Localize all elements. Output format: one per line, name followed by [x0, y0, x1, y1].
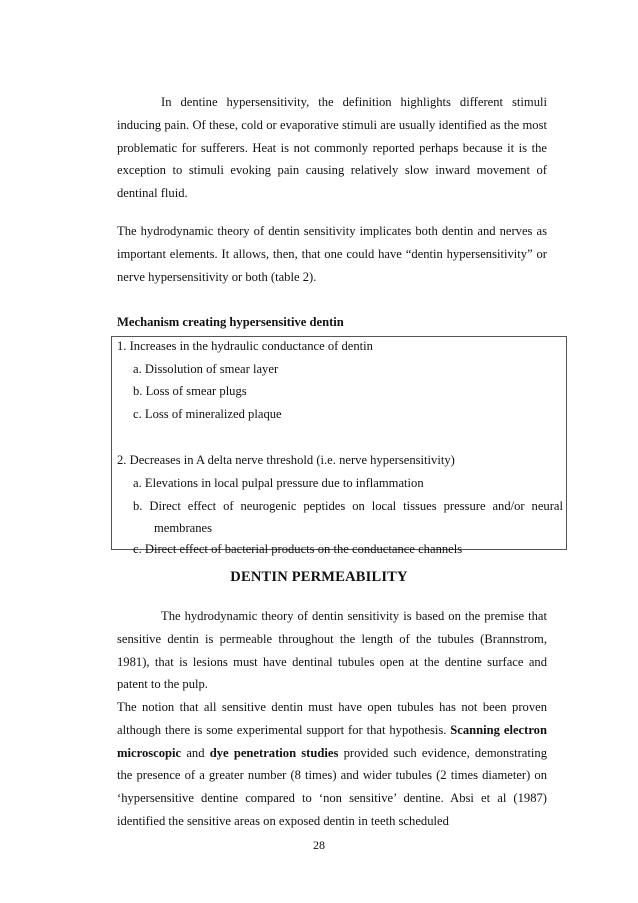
text-part: and [181, 745, 210, 760]
bold-term: Scanning electron microscopic [117, 722, 547, 760]
page-number: 28 [313, 838, 325, 852]
list-item: 1. Increases in the hydraulic conductance of dentin [117, 339, 373, 353]
paragraph-permeability: The hydrodynamic theory of dentin sensitivity is based on the premise that sensitive dentin is permeable throughout the length of the tubules (Brannstrom, 1981), that is lesions must have dentinal tubules open at the dentine surface and patent to the pulp. [117, 609, 547, 692]
paragraph-stimuli: In dentine hypersensitivity, the definition highlights different stimuli inducing pain. Of these, cold or evaporative stimuli are usually identified as the most problematic for sufferers. Heat is not commonly reported perhaps because it is the exception to stimuli evoking pain causing relatively slow inward movement of dentinal fluid. [117, 95, 547, 201]
section-title: DENTIN PERMEABILITY [230, 569, 408, 585]
list-item: 2. Decreases in A delta nerve threshold (i.e. nerve hypersensitivity) [117, 453, 455, 467]
list-item: b. Direct effect of neurogenic peptides on local tissues pressure and/or neural [133, 499, 563, 513]
paragraph-hydrodynamic-theory: The hydrodynamic theory of dentin sensitivity implicates both dentin and nerves as important elements. It allows, then, that one could have “dentin hypersensitivity” or nerve hypersensitivity or both (table 2). [117, 224, 547, 284]
text-part: The notion that all sensitive dentin must have open tubules has not been proven although there is some experimental support for that hypothesis. [117, 700, 547, 737]
list-item: a. Elevations in local pulpal pressure due to inflammation [133, 476, 424, 490]
text-part: provided such evidence, demonstrating the presence of a greater number (8 times) and wider tubules (2 times diameter) on ‘hypersensitive dentine compared to ‘non sensitive’ dentine. Absi et al (1987) identified the sensitive areas on exposed dentin in teeth scheduled [117, 745, 547, 828]
bold-term: dye penetration studies [209, 745, 339, 760]
paragraph-open-tubules [117, 696, 547, 833]
list-item: b. Loss of smear plugs [133, 384, 247, 398]
list-item: a. Dissolution of smear layer [133, 362, 279, 376]
table-heading: Mechanism creating hypersensitive dentin [117, 315, 344, 329]
list-item: membranes [154, 521, 213, 535]
list-item: c. Direct effect of bacterial products on the conductance channels [133, 542, 463, 556]
mechanism-table [111, 336, 567, 556]
list-item: c. Loss of mineralized plaque [133, 407, 282, 421]
